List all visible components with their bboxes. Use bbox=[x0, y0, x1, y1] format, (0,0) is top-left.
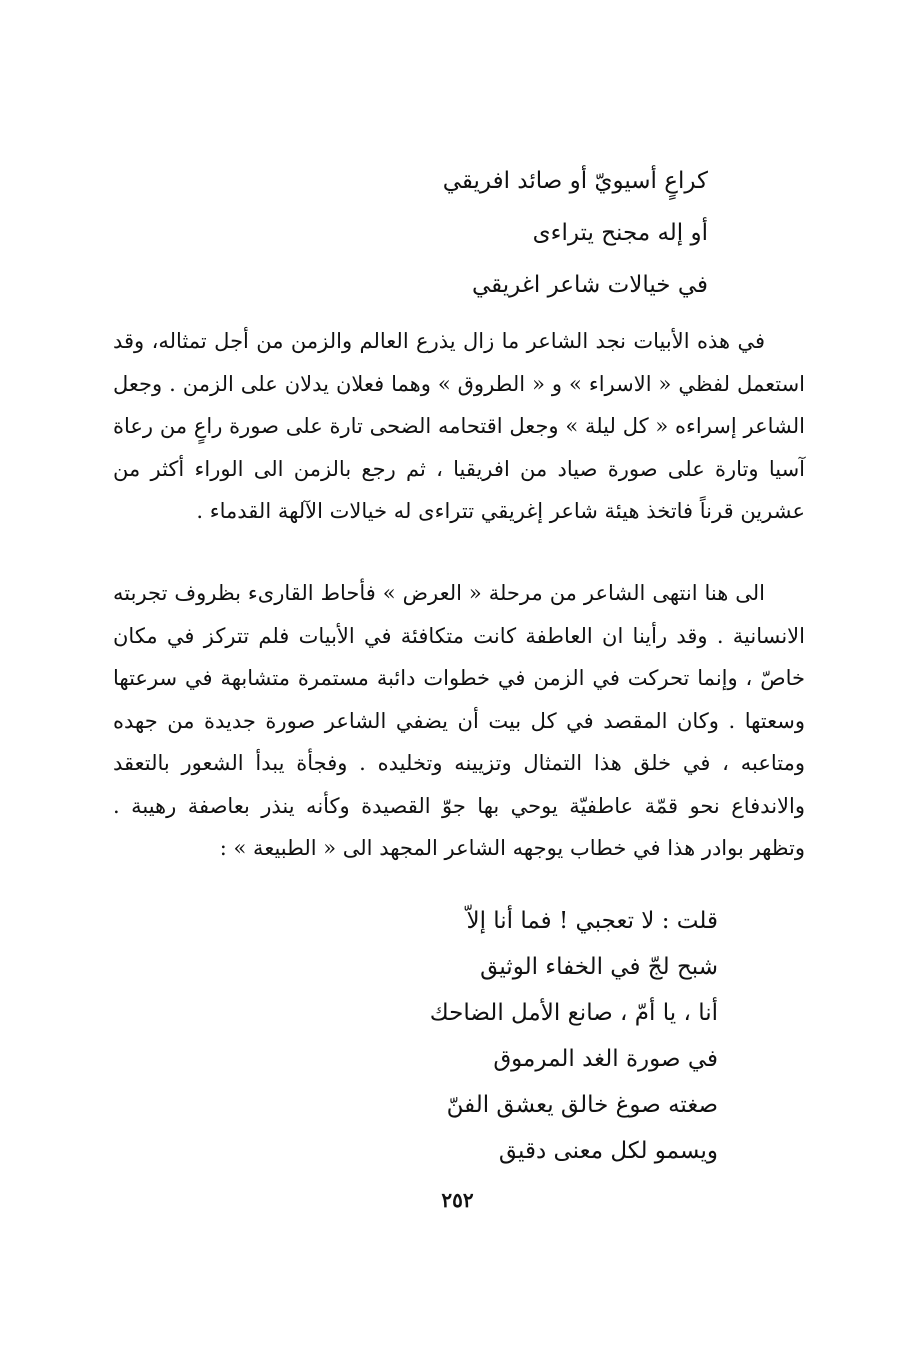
verse-line: صغته صوغ خالق يعشق الفنّ bbox=[446, 1092, 718, 1118]
page-number: ٢٥٢ bbox=[441, 1188, 474, 1212]
verse-line: شبح لجّ في الخفاء الوثيق bbox=[480, 954, 718, 980]
verse-line: كراعٍ أسيويّ أو صائد افريقي bbox=[442, 168, 708, 194]
verse-line: ويسمو لكل معنى دقيق bbox=[498, 1138, 718, 1164]
body-paragraph-1: في هذه الأبيات نجد الشاعر ما زال يذرع العالم والزمن من أجل تمثاله، وقد استعمل لفظي « الاسراء » و « الطروق » وهما فعلان يدلان على الزمن . وجعل الشاعر إسراءه « كل ليلة » وجعل اقتحامه الضحى تارة على صورة راعٍ من رعاة آسيا وتارة على صورة صياد من افريقيا ، ثم رجع بالزمن الى الوراء أكثر من عشرين قرناً فاتخذ هيئة شاعر إغريقي تتراءى له خيالات الآلهة القدماء . bbox=[113, 329, 805, 523]
verse-line: قلت : لا تعجبي ! فما أنا إلاّ bbox=[466, 908, 718, 934]
poem-excerpt-top bbox=[348, 155, 708, 311]
poem-excerpt-bottom bbox=[298, 898, 718, 1174]
verse-line: أو إله مجنح يتراءى bbox=[532, 220, 708, 246]
body-paragraph-2: الى هنا انتهى الشاعر من مرحلة « العرض » فأحاط القارىء بظروف تجربته الانسانية . وقد رأينا ان العاطفة كانت متكافئة في الأبيات فلم تتركز في مكان خاصّ ، وإنما تحركت في الزمن في خطوات دائبة مستمرة متشابهة في سرعتها وسعتها . وكان المقصد في كل بيت أن يضفي الشاعر صورة جديدة من جهده ومتاعبه ، في خلق هذا التمثال وتزيينه وتخليده . وفجأة يبدأ الشعور بالتعقد والاندفاع نحو قمّة عاطفيّة يوحي بها جوّ القصيدة وكأنه ينذر بعاصفة رهيبة . وتظهر بوادر هذا في خطاب يوجهه الشاعر المجهد الى « الطبيعة » : bbox=[113, 581, 805, 860]
verse-line: أنا ، يا أمّ ، صانع الأمل الضاحك bbox=[429, 1000, 718, 1026]
verse-line: في صورة الغد المرموق bbox=[493, 1046, 718, 1072]
verse-line: في خيالات شاعر اغريقي bbox=[471, 272, 708, 298]
